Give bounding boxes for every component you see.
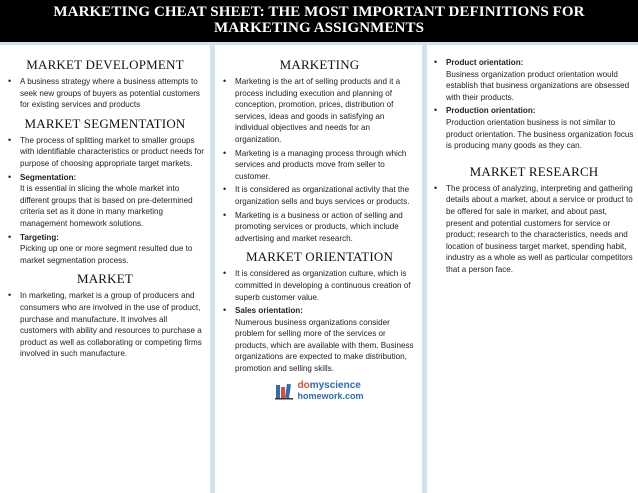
product-orientation-text: Business organization product orientation would establish that business organizations are obsessed with their products. [446, 69, 630, 102]
market-research-heading: MARKET RESEARCH [469, 163, 599, 179]
column-left [0, 45, 210, 493]
list-item: • The process of analyzing, interpreting and gathering details about a market, about a service or product to be offered for sale in market, and about past, present and potential customers for service or product; research to the characteristics, needs and location of business target market, spending habit, industry as a whole as well as particular competitors that a person face. [432, 183, 636, 276]
list-item: • In marketing, market is a group of producers and consumers who are involved in the use of product, purchase and manufacture. It involves all customers with ability and resources to purchase a product as well as collaborating or competing firms involved in such manufacture. [6, 290, 204, 360]
list-item [432, 57, 636, 103]
production-orientation-text: Production orientation business is not similar to product orientation. The business organization focus is producing many goods as they can. [446, 117, 634, 151]
books-icon [275, 382, 293, 400]
list-item: • It is considered as organization culture, which is committed in developing a continuous creation of superb customer value. [221, 268, 418, 303]
production-orientation-term: • Production orientation: [446, 106, 536, 116]
market-segmentation-list [6, 135, 204, 267]
list-item [432, 105, 636, 151]
market-research-list [432, 183, 636, 276]
segmentation-text: It is essential in slicing the whole market into different groups that is based on pre-determined criteria set as it done in many marketing management homework solutions. [20, 184, 193, 228]
logo-text-domain: homework.com [297, 390, 364, 401]
list-item: • Marketing is a business or action of selling and promoting services or products, which include advertising and market research. [221, 210, 418, 245]
header-line-2: MARKETING ASSIGNMENTS [213, 20, 425, 36]
market-segmentation-heading: MARKET SEGMENTATION [24, 115, 186, 131]
market-orientation-heading: MARKET ORIENTATION [245, 249, 394, 265]
header-line-1: MARKETING CHEAT SHEET: THE MOST IMPORTANT DEFINITIONS FOR [53, 4, 585, 20]
brand-logo[interactable] [221, 381, 418, 401]
list-item [6, 172, 204, 230]
sales-orientation-term: • Sales orientation: [235, 306, 303, 316]
column-middle [215, 45, 422, 493]
sales-orientation-text: Numerous business organizations consider problem for selling more of the services or products, which are available with them. Business organizations are expected to make distribution, promotion and selling skills. [235, 317, 414, 374]
orientation-list [432, 57, 636, 152]
list-item [221, 305, 418, 375]
market-heading: MARKET [76, 271, 134, 287]
segmentation-term: • Segmentation: [20, 172, 77, 182]
page-header [0, 0, 638, 42]
marketing-list [221, 76, 418, 244]
list-item [6, 232, 204, 267]
logo-text-do: do [297, 379, 310, 391]
market-development-list [6, 76, 204, 111]
column-right [427, 45, 638, 493]
product-orientation-term: • Product orientation: [446, 58, 524, 67]
targeting-term: • Targeting: [20, 232, 59, 242]
list-item: • Marketing is a managing process through which services and products move from seller to customer. [221, 148, 418, 183]
list-item: • A business strategy where a business attempts to seek new groups of buyers as potential customers for existing services and products [6, 76, 204, 111]
list-item: • The process of splitting market to smaller groups with identifiable characteristics or product needs for purpose of choosing appropriate target markets. [6, 135, 204, 170]
market-development-heading: MARKET DEVELOPMENT [26, 57, 184, 72]
logo-text-myscience: myscience [309, 379, 361, 391]
market-list [6, 290, 204, 360]
list-item: • Marketing is the art of selling products and it a process including execution and planning of conception, promotion, prices, distribution of services, ideas and goods in satisfying an individual objectives and needs for an organization. [221, 76, 418, 146]
market-orientation-list [221, 268, 418, 374]
targeting-text: Picking up one or more segment resulted due to market segmentation process. [20, 244, 193, 265]
list-item: • It is considered as organizational activity that the organization sells and buys services or products. [221, 184, 418, 207]
marketing-heading: MARKETING [279, 57, 360, 72]
